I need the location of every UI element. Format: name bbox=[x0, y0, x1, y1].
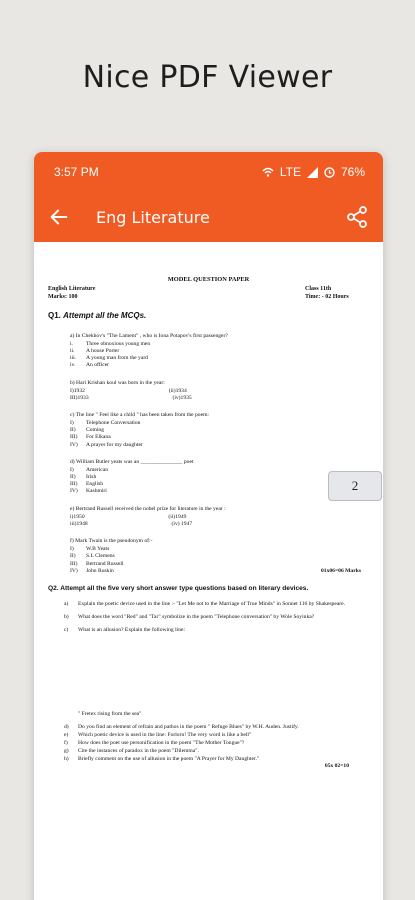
q2-item-label: h) bbox=[64, 756, 69, 763]
q2-item-label: d) bbox=[64, 723, 69, 730]
option-text: W.B Yeats bbox=[86, 546, 110, 553]
q2-item-label: f) bbox=[64, 740, 68, 746]
mcq-option bbox=[70, 561, 369, 568]
option-text: Coming bbox=[86, 427, 105, 434]
option-text: (ii)1934 bbox=[168, 387, 187, 394]
q2-item bbox=[64, 732, 369, 739]
q2-item-text: Which poetic device is used in the line: Forlorn! The very word is like a bell" bbox=[78, 731, 252, 738]
class: Class 11th bbox=[305, 286, 332, 293]
option-text: Irish bbox=[86, 474, 97, 481]
paper-meta-2 bbox=[48, 294, 369, 302]
battery-percent: 76% bbox=[340, 165, 365, 179]
option-wrap bbox=[70, 568, 114, 575]
option-text: Three obnoxious young men bbox=[86, 340, 151, 347]
network-type: LTE bbox=[279, 165, 301, 179]
q2-item-label: c) bbox=[64, 627, 69, 634]
q2-marks: 05x 02=10 bbox=[324, 763, 349, 770]
option-number: i) bbox=[70, 513, 74, 520]
q2-item bbox=[64, 756, 369, 770]
option-text: For Elkana bbox=[86, 434, 111, 441]
app-bar bbox=[34, 192, 383, 242]
q2-item-text: What is an allusion? Explain the following line: bbox=[78, 627, 186, 634]
mcq-options bbox=[70, 546, 369, 575]
option-wrap bbox=[70, 488, 107, 495]
q2-item-text: Do you find an element of refrain and pathos in the poem " Refuge Blues" by W.H. Auden. Justify. bbox=[78, 723, 299, 730]
duration: Time: - 02 Hours bbox=[305, 293, 349, 300]
option-wrap bbox=[70, 553, 115, 560]
mcq-option bbox=[70, 420, 369, 427]
mcq-stem: e) Bertrand Russell received the nobel prize for literature in the year : bbox=[70, 505, 226, 512]
option-number: iii) bbox=[70, 520, 77, 527]
mcq-stem: f) Mark Twain is the pseudonym of:- bbox=[70, 538, 153, 545]
option-text: (iv) 1947 bbox=[171, 520, 193, 527]
q2-item-text: How does the poet use personification in the poem "The Mother Tongue"? bbox=[78, 740, 245, 746]
option-number: IV) bbox=[70, 441, 78, 448]
q2-item-text: What does the word "Red" and "Tar" symbolize in the poem "Telephone conversation" by Wole Soyinka? bbox=[78, 614, 315, 621]
mcq-item bbox=[70, 506, 369, 528]
mcq-option bbox=[70, 427, 369, 434]
q2-item-label: a) bbox=[64, 601, 69, 608]
mcq-option bbox=[70, 546, 369, 553]
q2-item bbox=[64, 748, 369, 755]
option-number: ii. bbox=[70, 348, 75, 355]
document-title: Eng Literature bbox=[96, 207, 210, 227]
wifi-calling-icon bbox=[262, 167, 274, 177]
option-text: American bbox=[86, 466, 109, 473]
paper-meta bbox=[48, 286, 369, 294]
signal-icon bbox=[307, 167, 318, 178]
option-number: II) bbox=[70, 427, 76, 434]
mcq-options bbox=[70, 467, 369, 496]
mcq-list bbox=[48, 333, 369, 575]
mcq-options bbox=[70, 388, 369, 402]
mcq-option bbox=[70, 568, 369, 575]
option-number: I) bbox=[70, 546, 74, 553]
option-wrap bbox=[70, 561, 123, 568]
mcq-options bbox=[70, 341, 369, 370]
option-text: S.L Clemens bbox=[86, 553, 115, 560]
option-wrap bbox=[70, 362, 109, 369]
headline: Nice PDF Viewer bbox=[82, 60, 333, 95]
option-text: John Ruskin bbox=[86, 567, 114, 574]
q2-item bbox=[64, 627, 369, 634]
mcq-item bbox=[70, 459, 369, 496]
option-number: III) bbox=[70, 481, 78, 488]
mcq-stem: c) The line " Feel like a child " has been taken from the poem: bbox=[70, 412, 209, 419]
mcq-option bbox=[70, 474, 369, 481]
mcq-item bbox=[70, 538, 369, 575]
q1-text: Attempt all the MCQs. bbox=[63, 310, 147, 320]
q2-item bbox=[64, 740, 369, 747]
q1-heading bbox=[48, 311, 369, 321]
quote-line: " Fretex rising from the sea" bbox=[78, 710, 142, 717]
mcq-options bbox=[70, 420, 369, 449]
q2-item bbox=[64, 601, 369, 608]
option-number: III) bbox=[70, 434, 78, 441]
q2-item bbox=[64, 724, 369, 731]
answer-space bbox=[48, 641, 369, 711]
option-text: 1932 bbox=[73, 387, 85, 394]
option-wrap bbox=[70, 420, 140, 427]
option-number: i. bbox=[70, 340, 73, 347]
mcq-option bbox=[70, 355, 369, 362]
mcq-option bbox=[70, 488, 369, 495]
pdf-page[interactable] bbox=[34, 242, 383, 900]
q2-more-list bbox=[48, 724, 369, 771]
mcq-option bbox=[70, 362, 369, 369]
phone-frame bbox=[34, 152, 383, 900]
q2-item-text: Cite the instances of paradox in the poem "Dilemma". bbox=[78, 748, 199, 755]
option-text: A prayer for my daughter bbox=[86, 441, 143, 448]
option-text: Telephone Conversation bbox=[86, 420, 141, 427]
option-number: I) bbox=[70, 466, 74, 473]
paper-title: MODEL QUESTION PAPER bbox=[167, 276, 250, 283]
q2-item-label: e) bbox=[64, 731, 69, 738]
q1-number: Q1. bbox=[48, 310, 61, 320]
option-number: I) bbox=[70, 420, 74, 427]
mcq-option-row bbox=[70, 395, 369, 402]
option-text: A house Porter bbox=[86, 348, 120, 355]
mcq-item bbox=[70, 412, 369, 449]
status-icons bbox=[262, 165, 365, 179]
q2-list bbox=[48, 601, 369, 634]
option-number: IV) bbox=[70, 567, 78, 574]
option-number: iv. bbox=[70, 362, 76, 369]
battery-saver-icon bbox=[324, 167, 335, 178]
option-text: A young man from the yard bbox=[86, 355, 148, 362]
option-number: II) bbox=[70, 474, 76, 481]
option-text: 1933 bbox=[77, 394, 89, 401]
option-text: 1948 bbox=[76, 520, 88, 527]
share-icon[interactable] bbox=[345, 205, 369, 229]
status-time: 3:57 PM bbox=[54, 165, 99, 179]
option-wrap bbox=[70, 442, 143, 449]
q2-item-label: g) bbox=[64, 748, 69, 755]
mcq-option-row bbox=[70, 521, 369, 528]
mcq-option bbox=[70, 442, 369, 449]
mcq-option bbox=[70, 434, 369, 441]
mcq-options bbox=[70, 514, 369, 528]
mcq-item bbox=[70, 333, 369, 370]
mcq-item bbox=[70, 380, 369, 402]
mcq-stem: a) In Chekhov's "The Lament" , who is Iona Potapov's first passenger? bbox=[70, 332, 228, 339]
option-number: IV) bbox=[70, 488, 78, 495]
q2-heading: Q2. Attempt all the five very short answer type questions based on literary devices. bbox=[48, 584, 309, 592]
mcq-option bbox=[70, 553, 369, 560]
page-indicator: 2 bbox=[328, 471, 382, 501]
max-marks: Marks: 100 bbox=[48, 293, 78, 300]
mcq-stem: d) William Butler yeats was an _______________ poet bbox=[70, 458, 194, 465]
option-text: (ii)1949 bbox=[168, 513, 187, 520]
mcq-option bbox=[70, 481, 369, 488]
q2-item bbox=[64, 614, 369, 621]
mcq-stem: b) Hari Krishan koul was born in the year: bbox=[70, 379, 165, 386]
status-bar bbox=[34, 152, 383, 192]
option-number: III) bbox=[70, 560, 78, 567]
option-text: Kashmiri bbox=[86, 488, 107, 495]
q2-item-text: Briefly comment on the use of allusion in the poem "A Prayer for My Daughter." bbox=[78, 756, 260, 763]
q2-item-label: b) bbox=[64, 614, 69, 621]
mcq-option bbox=[70, 341, 369, 348]
option-text: 1950 bbox=[73, 513, 85, 520]
option-text: English bbox=[86, 481, 104, 488]
q2-item-text: Explain the poetic device used in the line :- "Let Me not to the Marriage of True Minds" in Sonnet 116 by Shakespeare. bbox=[78, 601, 346, 608]
mcq-option-row bbox=[70, 388, 369, 395]
option-text: Bertrand Russell bbox=[86, 560, 124, 567]
option-number: iii. bbox=[70, 355, 77, 362]
option-text: (iv)1935 bbox=[172, 394, 192, 401]
option-number: III) bbox=[70, 394, 78, 401]
option-number: I) bbox=[70, 387, 74, 394]
option-wrap bbox=[70, 341, 150, 348]
subject: English Literature bbox=[48, 286, 96, 293]
option-number: II) bbox=[70, 553, 76, 560]
marks-allotted: 01x06=06 Marks bbox=[320, 567, 361, 574]
mcq-option-row bbox=[70, 514, 369, 521]
back-arrow-icon[interactable] bbox=[48, 206, 70, 228]
option-text: An officer bbox=[86, 362, 110, 369]
option-wrap bbox=[70, 434, 111, 441]
mcq-option bbox=[70, 467, 369, 474]
